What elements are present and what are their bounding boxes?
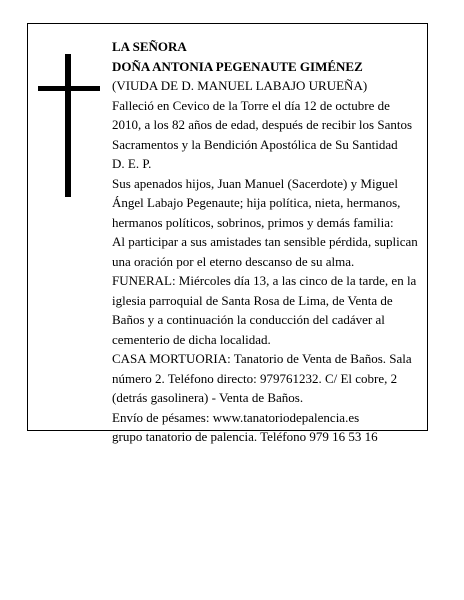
- family-list: Sus apenados hijos, Juan Manuel (Sacerdote) y Miguel Ángel Labajo Pegenaute; hija política, nieta, hermanos, hermanos políticos, sobrinos, primos y demás familia:: [112, 175, 401, 230]
- notice-heading: LA SEÑORA: [112, 39, 187, 54]
- rip-line: D. E. P.: [112, 156, 152, 171]
- funeral-details: FUNERAL: Miércoles día 13, a las cinco de la tarde, en la iglesia parroquial de Santa Rosa de Lima, de Venta de Baños y a continuación la conducción del cadáver al cementerio de dicha localidad.: [112, 273, 417, 347]
- widow-of-line: (VIUDA DE D. MANUEL LABAJO URUEÑA): [112, 78, 368, 93]
- cross-icon: [38, 54, 100, 197]
- obituary-text: [112, 37, 418, 447]
- deceased-name: DOÑA ANTONIA PEGENAUTE GIMÉNEZ: [112, 58, 363, 74]
- condolences-website: Envío de pésames: www.tanatoriodepalencia.es: [112, 409, 360, 425]
- funeral-home-details: CASA MORTUORIA: Tanatorio de Venta de Baños. Sala número 2. Teléfono directo: 979761232. C/ El cobre, 2 (detrás gasolinera) - Venta de Baños.: [112, 351, 412, 405]
- death-details: Falleció en Cevico de la Torre el día 12 de octubre de 2010, a los 82 años de edad, después de recibir los Santos Sacramentos y la Bendición Apostólica de Su Santidad: [112, 97, 413, 152]
- contact-phone: grupo tanatorio de palencia. Teléfono 979 16 53 16: [112, 429, 378, 444]
- prayer-request: Al participar a sus amistades tan sensible pérdida, suplican una oración por el eterno descanso de su alma.: [112, 234, 418, 269]
